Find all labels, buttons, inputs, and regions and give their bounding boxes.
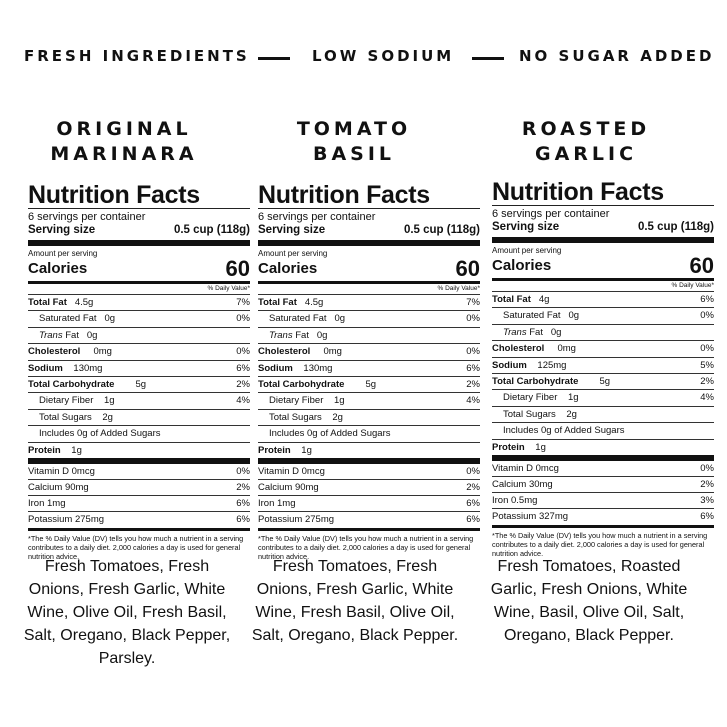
nutrient-dv: 6% <box>466 498 480 510</box>
nutrient-row-dietary-fiber <box>28 392 250 408</box>
calories-row <box>28 258 250 280</box>
nutrient-label: Vitamin D 0mcg <box>492 462 559 474</box>
daily-value-header: % Daily Value* <box>671 282 714 289</box>
nutrient-row-calcium <box>492 476 714 492</box>
serving-size-row <box>28 223 250 238</box>
nutrient-amount: 1g <box>567 392 579 404</box>
nutrient-row-dietary-fiber <box>492 389 714 405</box>
nutrient-label: Cholesterol <box>492 343 545 355</box>
nutrient-row-saturated-fat <box>258 310 480 326</box>
label-title: Nutrition Facts <box>28 181 200 209</box>
nutrient-label: Trans Fat <box>269 329 309 341</box>
serving-size-value: 0.5 cup (118g) <box>637 221 714 233</box>
nutrient-label: Iron 1mg <box>28 498 66 510</box>
thick-divider <box>28 240 250 246</box>
nutrient-dv: 2% <box>236 378 250 390</box>
nutrient-amount: 1g <box>103 395 115 407</box>
nutrient-dv: 6% <box>466 514 480 526</box>
nutrient-row-iron <box>492 492 714 508</box>
nutrient-label: Iron 0.5mg <box>492 495 538 507</box>
product-title: ROASTED GARLIC <box>521 118 651 165</box>
nutrient-amount: 0g <box>550 326 562 338</box>
daily-value-footnote: *The % Daily Value (DV) tells you how much a nutrient in a serving contributes to a daily diet. 2,000 calories a day is used for general nutrition advice. <box>258 533 474 562</box>
nutrient-amount: 130mg <box>73 362 103 374</box>
nutrient-row-potassium <box>28 511 250 527</box>
nutrient-row-total-carbohydrate <box>492 373 714 389</box>
ingredients-text: Fresh Tomatoes, Fresh Onions, Fresh Garlic, White Wine, Olive Oil, Fresh Basil, Salt, Oregano, Black Pepper, Parsley. <box>23 558 231 667</box>
nutrient-label: Protein <box>258 444 291 456</box>
nutrient-dv: 7% <box>466 297 480 308</box>
nutrient-label: Sodium <box>28 362 63 374</box>
nutrient-label: Total Carbohydrate <box>258 378 345 390</box>
nutrient-label: Protein <box>28 444 61 456</box>
serving-size-row <box>492 220 714 235</box>
nutrient-row-total-carbohydrate <box>258 376 480 392</box>
nutrient-row-saturated-fat <box>492 307 714 323</box>
nutrient-label: Potassium 327mg <box>492 511 569 523</box>
nutrition-facts-label <box>28 183 250 561</box>
banner-item-fresh-ingredients: FRESH INGREDIENTS <box>24 47 250 65</box>
servings-per-container: 6 servings per container <box>28 211 146 223</box>
nutrient-dv: 0% <box>700 462 714 474</box>
nutrient-label: Cholesterol <box>258 346 311 358</box>
daily-value-header: % Daily Value* <box>207 285 250 292</box>
nutrient-dv: 0% <box>700 343 714 355</box>
nutrient-label: Cholesterol <box>28 346 81 358</box>
nutrient-dv: 2% <box>466 482 480 494</box>
nutrient-label: Saturated Fat <box>269 313 327 325</box>
serving-size-row <box>258 223 480 238</box>
nutrient-row-protein <box>28 442 250 458</box>
nutrient-amount: 1g <box>535 441 546 453</box>
nutrient-label: Dietary Fiber <box>39 395 94 407</box>
nutrient-dv: 0% <box>700 310 714 322</box>
nutrient-dv: 4% <box>466 395 480 407</box>
amount-per-serving: Amount per serving <box>28 249 98 258</box>
nutrient-label: Includes 0g of Added Sugars <box>39 428 161 440</box>
nutrient-label: Potassium 275mg <box>28 514 105 526</box>
nutrient-row-protein <box>258 442 480 458</box>
nutrient-dv: 5% <box>700 359 714 371</box>
nutrient-row-cholesterol <box>258 343 480 359</box>
nutrient-amount: 5g <box>599 375 611 387</box>
nutrient-row-cholesterol <box>492 340 714 356</box>
nutrient-amount: 4.5g <box>74 297 94 308</box>
nutrient-label: Trans Fat <box>39 329 79 341</box>
nutrient-row-vitamin-d <box>492 461 714 476</box>
nutrient-row-saturated-fat <box>28 310 250 326</box>
nutrient-row-total-sugars <box>258 409 480 425</box>
nutrient-row-total-sugars <box>492 406 714 422</box>
nutrient-row-calcium <box>28 479 250 495</box>
nutrient-row-total-carbohydrate <box>28 376 250 392</box>
nutrient-label: Dietary Fiber <box>503 392 558 404</box>
nutrient-dv: 2% <box>700 479 714 491</box>
nutrient-dv: 6% <box>236 498 250 510</box>
nutrient-row-total-sugars <box>28 409 250 425</box>
nutrient-dv: 6% <box>700 294 714 305</box>
nutrient-label: Potassium 275mg <box>258 514 335 526</box>
nutrition-facts-label <box>258 183 480 561</box>
nutrient-label: Total Carbohydrate <box>28 378 115 390</box>
calories-row <box>258 258 480 280</box>
nutrient-row-sodium <box>28 360 250 376</box>
nutrient-dv: 0% <box>466 465 480 477</box>
nutrient-row-trans-fat <box>28 327 250 343</box>
calories-label: Calories <box>492 257 552 274</box>
calories-value: 60 <box>455 256 480 281</box>
nutrient-row-cholesterol <box>28 343 250 359</box>
label-title: Nutrition Facts <box>492 178 664 206</box>
nutrient-label: Total Fat <box>258 297 297 308</box>
nutrient-dv: 6% <box>236 514 250 526</box>
nutrient-row-added-sugars <box>258 425 480 441</box>
nutrient-row-vitamin-d <box>258 464 480 479</box>
nutrient-label: Total Fat <box>492 294 531 305</box>
nutrient-row-total-fat <box>258 294 480 310</box>
nutrition-facts-label <box>492 180 714 558</box>
feature-banner <box>0 47 727 69</box>
serving-size-label: Serving size <box>28 224 96 236</box>
nutrient-label: Sodium <box>492 359 527 371</box>
nutrient-label: Total Sugars <box>39 411 92 423</box>
nutrient-dv: 4% <box>700 392 714 404</box>
nutrient-dv: 4% <box>236 395 250 407</box>
nutrient-row-potassium <box>258 511 480 527</box>
nutrient-amount: 2g <box>102 411 113 423</box>
nutrient-label: Protein <box>492 441 525 453</box>
nutrient-amount: 0mg <box>93 346 112 358</box>
nutrient-row-vitamin-d <box>28 464 250 479</box>
nutrient-label: Vitamin D 0mcg <box>258 465 325 477</box>
nutrient-label: Saturated Fat <box>503 310 561 322</box>
nutrient-label: Calcium 90mg <box>28 482 89 494</box>
nutrient-dv: 6% <box>466 362 480 374</box>
product-title: ORIGINAL MARINARA <box>50 118 198 165</box>
nutrient-amount: 0g <box>104 313 116 325</box>
nutrient-row-iron <box>28 495 250 511</box>
serving-size-label: Serving size <box>258 224 326 236</box>
amount-per-serving: Amount per serving <box>492 246 562 255</box>
nutrient-amount: 0mg <box>557 343 576 355</box>
nutrient-row-trans-fat <box>492 324 714 340</box>
nutrient-label: Iron 1mg <box>258 498 296 510</box>
nutrient-dv: 7% <box>236 297 250 308</box>
nutrient-dv: 0% <box>466 346 480 358</box>
nutrient-row-sodium <box>492 357 714 373</box>
product-title: TOMATO BASIL <box>296 118 412 165</box>
nutrient-dv: 6% <box>236 362 250 374</box>
nutrient-label: Total Carbohydrate <box>492 375 579 387</box>
servings-per-container: 6 servings per container <box>492 208 610 220</box>
nutrient-label: Dietary Fiber <box>269 395 324 407</box>
thick-divider <box>492 237 714 243</box>
nutrient-amount: 2g <box>566 408 577 420</box>
daily-value-footnote: *The % Daily Value (DV) tells you how much a nutrient in a serving contributes to a daily diet. 2,000 calories a day is used for general nutrition advice. <box>492 530 708 559</box>
serving-size-label: Serving size <box>492 221 560 233</box>
nutrient-amount: 5g <box>365 378 377 390</box>
thick-divider <box>258 240 480 246</box>
nutrient-dv: 2% <box>466 378 480 390</box>
serving-size-value: 0.5 cup (118g) <box>173 224 250 236</box>
nutrient-amount: 0g <box>316 329 328 341</box>
nutrient-amount: 1g <box>71 444 82 456</box>
nutrient-dv: 0% <box>466 313 480 325</box>
nutrient-row-sodium <box>258 360 480 376</box>
nutrient-row-added-sugars <box>492 422 714 438</box>
nutrient-label: Total Sugars <box>503 408 556 420</box>
nutrient-amount: 4g <box>538 294 550 305</box>
nutrient-dv: 2% <box>236 482 250 494</box>
nutrient-dv: 0% <box>236 465 250 477</box>
nutrient-amount: 125mg <box>537 359 567 371</box>
ingredients-text: Fresh Tomatoes, Roasted Garlic, Fresh Onions, White Wine, Basil, Olive Oil, Salt, Oregano, Black Pepper. <box>490 558 688 644</box>
nutrient-amount: 0g <box>334 313 346 325</box>
nutrient-dv: 3% <box>700 495 714 507</box>
nutrient-label: Sodium <box>258 362 293 374</box>
nutrient-amount: 5g <box>135 378 147 390</box>
banner-item-low-sodium: LOW SODIUM <box>312 47 455 65</box>
nutrient-row-protein <box>492 439 714 455</box>
nutrient-label: Total Sugars <box>269 411 322 423</box>
banner-item-no-sugar-added: NO SUGAR ADDED <box>519 47 715 65</box>
daily-value-footnote: *The % Daily Value (DV) tells you how much a nutrient in a serving contributes to a daily diet. 2,000 calories a day is used for general nutrition advice. <box>28 533 244 562</box>
nutrient-label: Total Fat <box>28 297 67 308</box>
nutrient-amount: 130mg <box>303 362 333 374</box>
nutrient-amount: 0mg <box>323 346 342 358</box>
nutrient-label: Saturated Fat <box>39 313 97 325</box>
servings-per-container: 6 servings per container <box>258 211 376 223</box>
nutrient-dv: 0% <box>236 346 250 358</box>
nutrient-dv: 2% <box>700 375 714 387</box>
nutrient-row-iron <box>258 495 480 511</box>
label-title: Nutrition Facts <box>258 181 430 209</box>
ingredients-text: Fresh Tomatoes, Fresh Onions, Fresh Garlic, White Wine, Fresh Basil, Olive Oil, Salt, Oregano, Black Pepper. <box>251 558 459 644</box>
banner-dash <box>258 57 290 60</box>
nutrient-amount: 2g <box>332 411 343 423</box>
nutrient-label: Includes 0g of Added Sugars <box>269 428 391 440</box>
nutrient-dv: 0% <box>236 313 250 325</box>
nutrient-amount: 1g <box>301 444 312 456</box>
calories-value: 60 <box>225 256 250 281</box>
nutrient-amount: 0g <box>86 329 98 341</box>
nutrient-amount: 1g <box>333 395 345 407</box>
nutrient-dv: 6% <box>700 511 714 523</box>
nutrient-label: Trans Fat <box>503 326 543 338</box>
calories-label: Calories <box>258 260 318 277</box>
amount-per-serving: Amount per serving <box>258 249 328 258</box>
calories-row <box>492 255 714 277</box>
nutrient-label: Includes 0g of Added Sugars <box>503 425 625 437</box>
nutrient-amount: 4.5g <box>304 297 324 308</box>
nutrient-row-total-fat <box>28 294 250 310</box>
nutrient-row-calcium <box>258 479 480 495</box>
nutrient-row-total-fat <box>492 291 714 307</box>
nutrient-label: Calcium 30mg <box>492 479 553 491</box>
nutrient-label: Calcium 90mg <box>258 482 319 494</box>
nutrient-amount: 0g <box>568 310 580 322</box>
nutrient-row-potassium <box>492 508 714 524</box>
serving-size-value: 0.5 cup (118g) <box>403 224 480 236</box>
calories-label: Calories <box>28 260 88 277</box>
nutrient-row-trans-fat <box>258 327 480 343</box>
daily-value-header: % Daily Value* <box>437 285 480 292</box>
nutrient-row-added-sugars <box>28 425 250 441</box>
nutrient-label: Vitamin D 0mcg <box>28 465 95 477</box>
nutrient-row-dietary-fiber <box>258 392 480 408</box>
calories-value: 60 <box>689 253 714 278</box>
banner-dash <box>472 57 504 60</box>
